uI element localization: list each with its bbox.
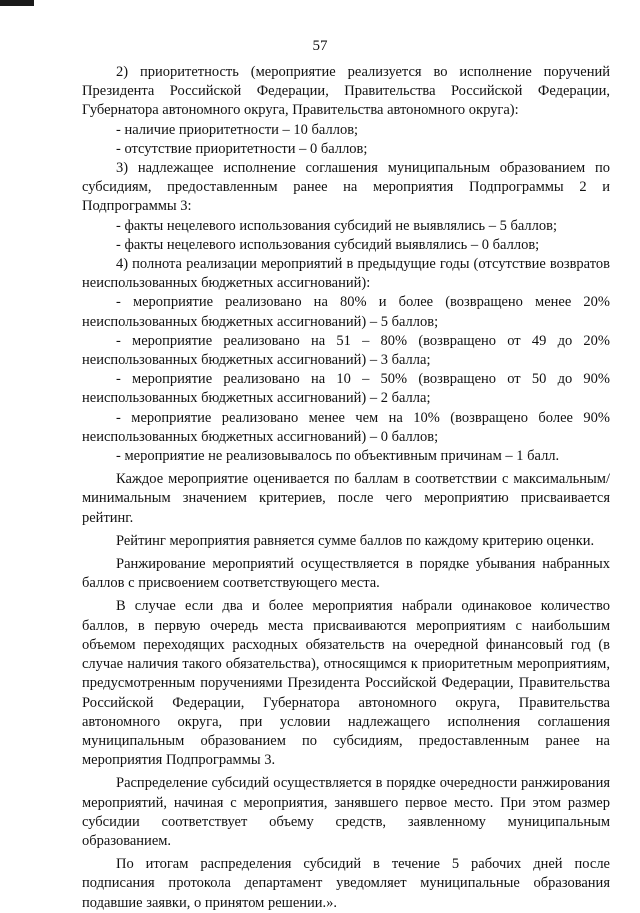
paragraph-agreement: 3) надлежащее исполнение соглашения муниципальным образованием по субсидиям, предоставленным ранее на мероприятия Подпрограммы 2 и Подпрограммы 3:	[82, 160, 610, 215]
list-item: - мероприятие не реализовывалось по объективным причинам – 1 балл.	[116, 448, 560, 465]
page-number: 57	[312, 38, 328, 54]
list-item: - наличие приоритетности – 10 баллов;	[116, 121, 359, 138]
scan-corner-mark	[0, 0, 34, 6]
list-item: - мероприятие реализовано на 51 – 80% (возвращено от 49 до 20% неиспользованных бюджетных ассигнований) – 3 балла;	[82, 332, 610, 369]
paragraph-rating: Рейтинг мероприятия равняется сумме баллов по каждому критерию оценки.	[116, 532, 595, 549]
list-item: - факты нецелевого использования субсидий выявлялись – 0 баллов;	[116, 236, 540, 253]
paragraph-distribution: Распределение субсидий осуществляется в порядке очередности ранжирования мероприятий, начиная с мероприятия, занявшего первое место. При этом размер субсидии соответствует объему средств, заявленному муниципальным образованием.	[82, 775, 610, 849]
paragraph-tie-break: В случае если два и более мероприятия набрали одинаковое количество баллов, в первую очередь места присваиваются мероприятиям с наибольшим объемом переходящих расходных обязательств на очередной финансовый год (в случае наличия такого обязательства), относящимся к приоритетным мероприятиям, предусмотренным поручениями Президента Российской Федерации, Правительства Российской Федерации, Губернатора автономного округа, Правительства автономного округа, при условии надлежащего исполнения соглашения муниципальным образованием по субсидиям, предоставленным ранее на мероприятия Подпрограммы 3.	[82, 598, 610, 769]
paragraph-notification: По итогам распределения субсидий в течение 5 рабочих дней после подписания протокола департамент уведомляет муниципальные образования подавшие заявки, о принятом решении.».	[82, 856, 610, 911]
list-item: - отсутствие приоритетности – 0 баллов;	[116, 140, 368, 157]
list-item: - мероприятие реализовано на 80% и более (возвращено менее 20% неиспользованных бюджетных ассигнований) – 5 баллов;	[82, 294, 610, 330]
document-body	[82, 63, 610, 913]
list-item: - мероприятие реализовано на 10 – 50% (возвращено от 50 до 90% неиспользованных бюджетных ассигнований) – 2 балла;	[82, 371, 610, 407]
paragraph-ranking: Ранжирование мероприятий осуществляется в порядке убывания набранных баллов с присвоением соответствующего места.	[82, 556, 610, 592]
list-item: - мероприятие реализовано менее чем на 10% (возвращено более 90% неиспользованных бюджетных ассигнований) – 0 баллов;	[82, 409, 610, 445]
list-item: - факты нецелевого использования субсидий не выявлялись – 5 баллов;	[116, 217, 558, 234]
paragraph-evaluation: Каждое мероприятие оценивается по баллам в соответствии с максимальным/минимальным значением критериев, после чего мероприятию присваивается рейтинг.	[82, 471, 610, 526]
paragraph-completeness: 4) полнота реализации мероприятий в предыдущие годы (отсутствие возвратов неиспользованных бюджетных ассигнований):	[82, 256, 610, 292]
paragraph-priority: 2) приоритетность (мероприятие реализуется во исполнение поручений Президента Российской Федерации, Правительства Российской Федерации, Губернатора автономного округа, Правительства автономного округа):	[82, 64, 610, 119]
